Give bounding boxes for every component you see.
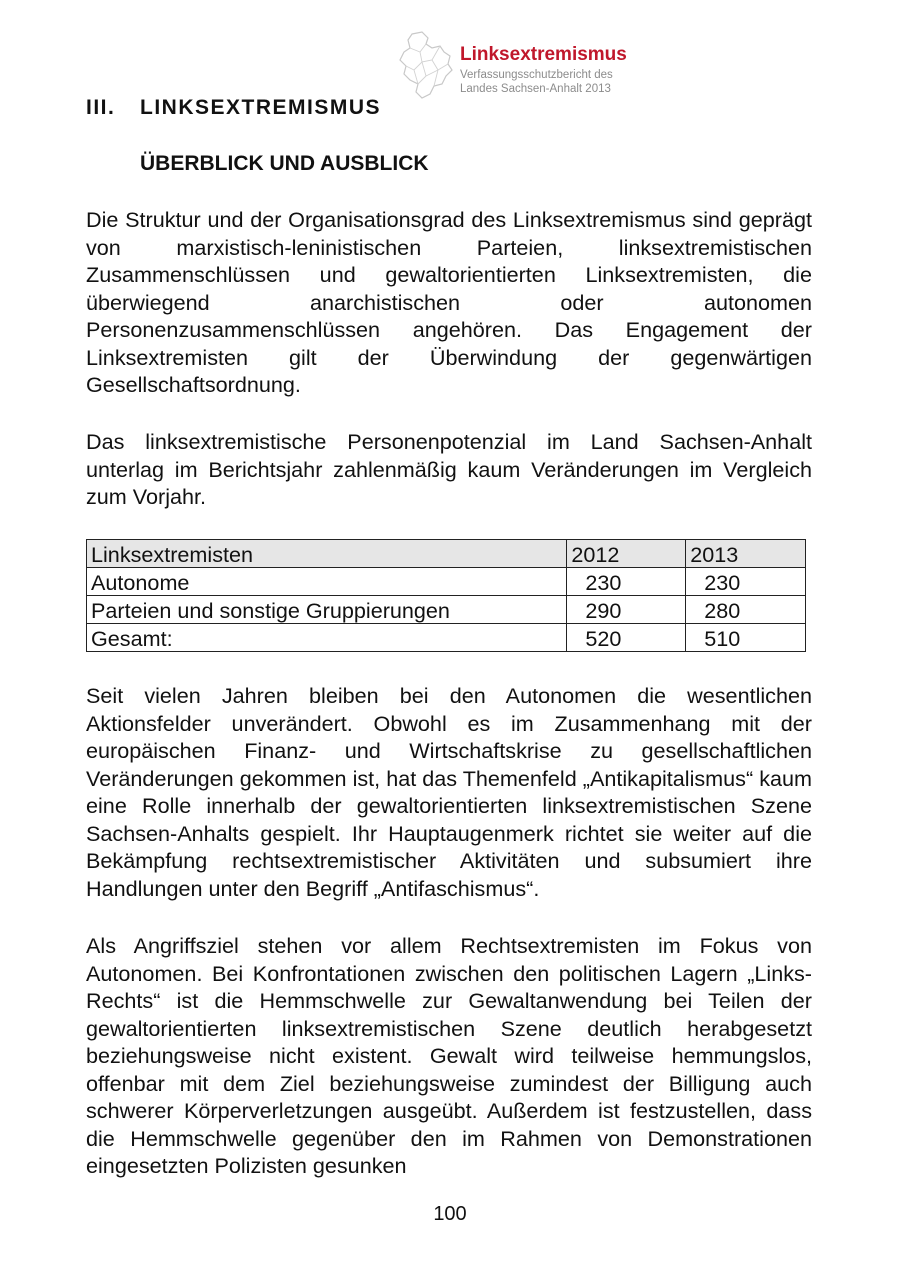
table-header-cell: 2012 bbox=[567, 540, 686, 568]
header-subtitle-line1: Verfassungsschutzbericht des bbox=[460, 69, 613, 81]
table-row bbox=[87, 568, 806, 596]
statistics-table bbox=[86, 539, 806, 652]
table-cell: 280 bbox=[686, 596, 806, 624]
paragraph-potential: Das linksextremistische Personenpotenzial im Land Sachsen-Anhalt unterlag im Berichtsjahr zahlenmäßig kaum Veränderungen im Vergleich zum Vorjahr. bbox=[86, 429, 812, 509]
header-title: Linksextremismus bbox=[460, 44, 627, 65]
chapter-title: LINKSEXTREMISMUS bbox=[140, 96, 382, 119]
page-header bbox=[398, 30, 698, 102]
table-cell: 510 bbox=[686, 624, 806, 652]
page-number: 100 bbox=[433, 1203, 467, 1225]
section-heading: ÜBERBLICK UND AUSBLICK bbox=[140, 152, 429, 175]
paragraph-autonomous: Seit vielen Jahren bleiben bei den Autonomen die wesentlichen Aktionsfelder unverändert. Obwohl es im Zusammenhang mit der europäischen Finanz- und Wirtschaftskrise zu gesellschaftlichen Veränderungen gekommen ist, hat das Themenfeld „Antikapitalismus“ kaum eine Rolle innerhalb der gewaltorientierten linksextremistischen Szene Sachsen-Anhalts gespielt. Ihr Hauptaugenmerk richtet sie weiter auf die Bekämpfung rechtsextremistischer Aktivitäten und subsumiert ihre Handlungen unter den Begriff „Antifaschismus“. bbox=[86, 683, 812, 901]
paragraph-violence: Als Angriffsziel stehen vor allem Rechtsextremisten im Fokus von Autonomen. Bei Konfrontationen zwischen den politischen Lagern „Links-Rechts“ ist die Hemmschwelle zur Gewaltanwendung bei Teilen der gewaltorientierten linksextremistischen Szene deutlich herabgesetzt beziehungsweise nicht existent. Gewalt wird teilweise hemmungslos, offenbar mit dem Ziel beziehungsweise zumindest der Billigung auch schwerer Körperverletzungen ausgeübt. Außerdem ist festzustellen, dass die Hemmschwelle gegenüber den im Rahmen von Demonstrationen eingesetzten Polizisten gesunken bbox=[86, 933, 812, 1178]
table-cell: Gesamt: bbox=[87, 624, 567, 652]
header-subtitle bbox=[460, 68, 613, 96]
table-cell: 230 bbox=[567, 568, 686, 596]
table-header-row bbox=[87, 540, 806, 568]
table-cell: 290 bbox=[567, 596, 686, 624]
table-row bbox=[87, 596, 806, 624]
table-header-cell: 2013 bbox=[686, 540, 806, 568]
table-cell: 230 bbox=[686, 568, 806, 596]
header-subtitle-line2: Landes Sachsen-Anhalt 2013 bbox=[460, 83, 611, 95]
chapter-heading bbox=[86, 96, 381, 120]
paragraph-structure: Die Struktur und der Organisationsgrad des Linksextremismus sind geprägt von marxistisch-leninistischen Parteien, linksextremistischen Zusammenschlüssen und gewaltorientierten Linksextremisten, die überwiegend anarchistischen oder autonomen Personenzusammenschlüssen angehören. Das Engagement der Linksextremisten gilt der Überwindung der gegenwärtigen Gesellschaftsordnung. bbox=[86, 207, 812, 397]
table-row bbox=[87, 624, 806, 652]
table-header-cell: Linksextremisten bbox=[87, 540, 567, 568]
table-cell: Parteien und sonstige Gruppierungen bbox=[87, 596, 567, 624]
table-cell: Autonome bbox=[87, 568, 567, 596]
table-cell: 520 bbox=[567, 624, 686, 652]
chapter-number: III. bbox=[86, 96, 116, 119]
saxony-anhalt-map-icon bbox=[398, 30, 454, 100]
